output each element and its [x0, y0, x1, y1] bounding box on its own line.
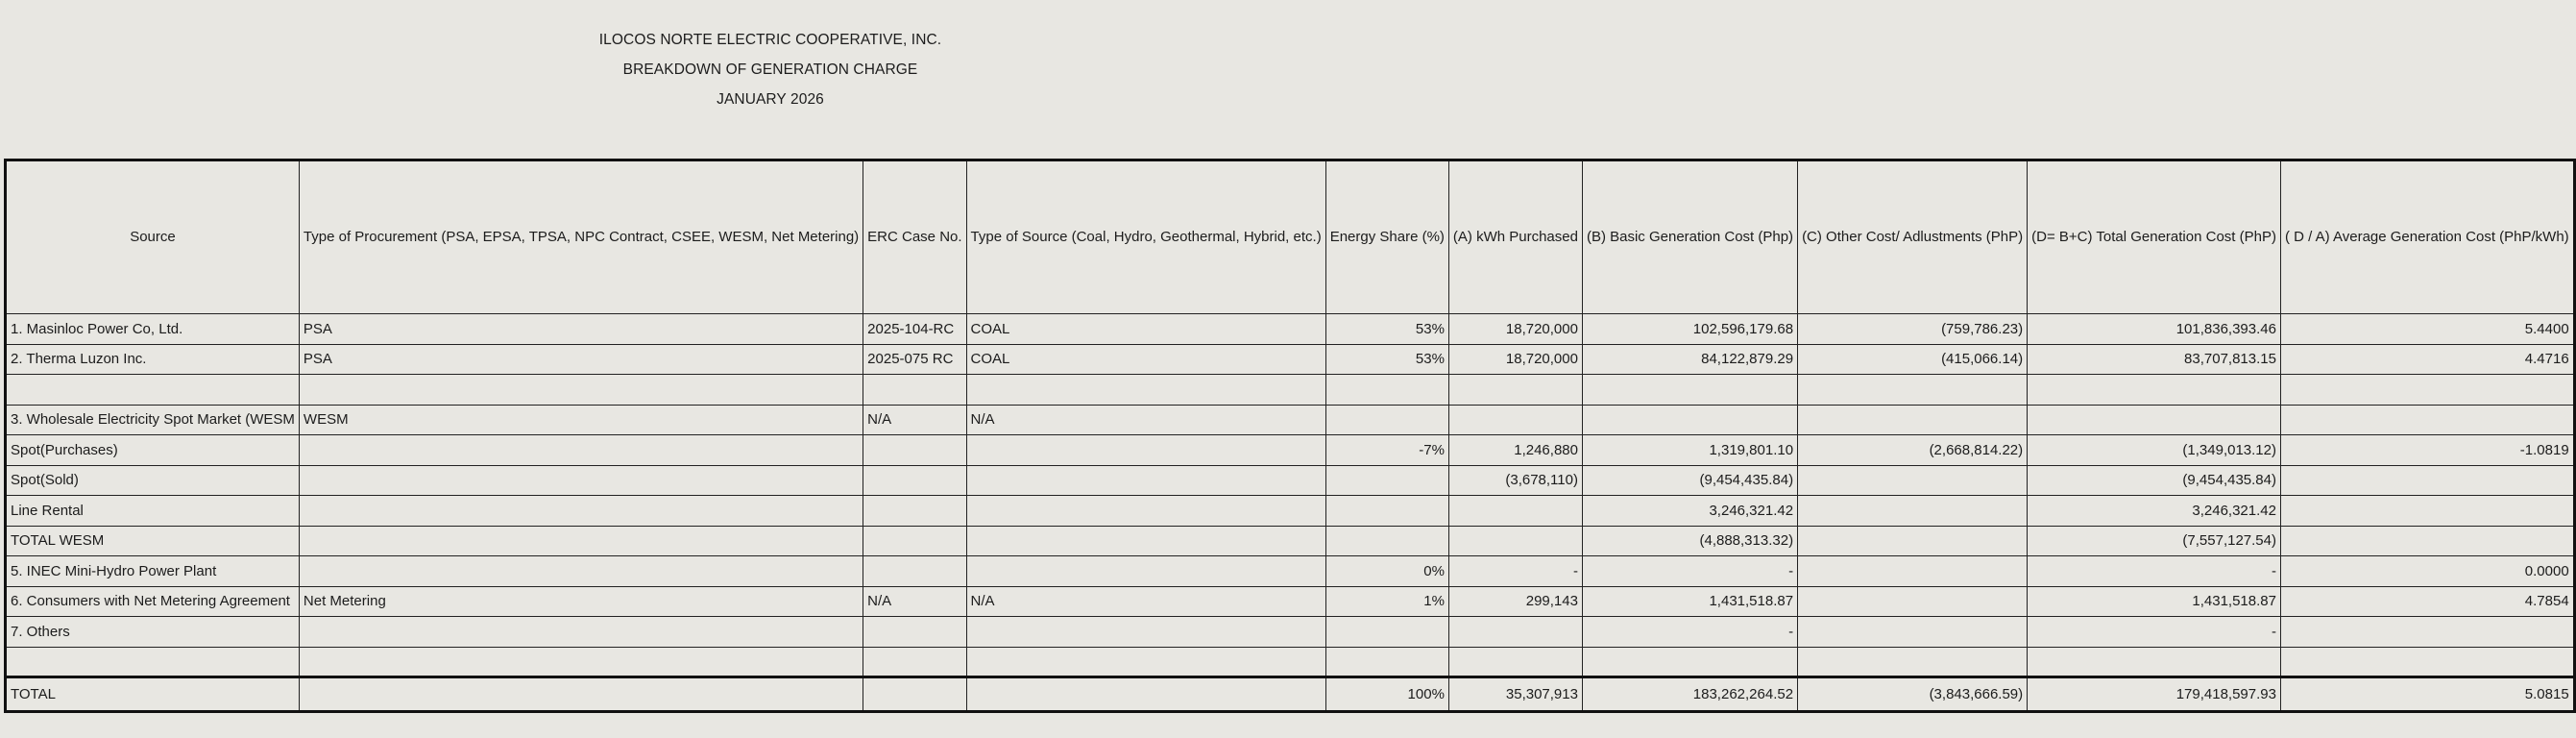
cell-type — [966, 617, 1325, 648]
cell-other — [1798, 465, 2028, 496]
cell-share — [1325, 496, 1448, 527]
cell-type — [966, 496, 1325, 527]
cell-basic — [1582, 647, 1797, 677]
table-row — [6, 465, 2575, 496]
cell-kwh: 1,246,880 — [1448, 435, 1582, 466]
cell-total: - — [2028, 617, 2281, 648]
cell-erc-case: N/A — [863, 586, 966, 617]
cell-total: (9,454,435.84) — [2028, 465, 2281, 496]
cell-avg — [2280, 526, 2574, 556]
cell-erc-case — [863, 465, 966, 496]
cell-source: Line Rental — [6, 496, 300, 527]
cell-total — [2028, 375, 2281, 406]
table-row — [6, 314, 2575, 345]
cell-avg: -1.0819 — [2280, 435, 2574, 466]
cell-avg: 4.4716 — [2280, 344, 2574, 375]
cell-kwh — [1448, 617, 1582, 648]
cell-procurement — [299, 647, 863, 677]
cell-avg — [2280, 496, 2574, 527]
header-source: Source — [6, 160, 300, 314]
cell-avg — [2280, 647, 2574, 677]
table-row — [6, 647, 2575, 677]
cell-share — [1325, 405, 1448, 435]
cell-other — [1798, 526, 2028, 556]
header-procurement: Type of Procurement (PSA, EPSA, TPSA, NPC Contract, CSEE, WESM, Net Metering) — [299, 160, 863, 314]
total-label: TOTAL — [6, 677, 300, 712]
cell-erc-case — [863, 556, 966, 587]
total-row — [6, 677, 2575, 712]
cell-total: 83,707,813.15 — [2028, 344, 2281, 375]
cell-basic: - — [1582, 556, 1797, 587]
cell-total: (1,349,013.12) — [2028, 435, 2281, 466]
header-erc-case: ERC Case No. — [863, 160, 966, 314]
cell-erc-case: 2025-104-RC — [863, 314, 966, 345]
cell-source: 3. Wholesale Electricity Spot Market (WESM — [6, 405, 300, 435]
cell-total — [2028, 405, 2281, 435]
cell-type — [966, 465, 1325, 496]
cell-other — [1798, 496, 2028, 527]
cell-erc-case — [863, 617, 966, 648]
cell-avg: 0.0000 — [2280, 556, 2574, 587]
cell-type: N/A — [966, 405, 1325, 435]
document-header — [0, 25, 1541, 114]
cell-source: 1. Masinloc Power Co, Ltd. — [6, 314, 300, 345]
cell-procurement — [299, 677, 863, 712]
cell-kwh: 299,143 — [1448, 586, 1582, 617]
cell-erc-case — [863, 526, 966, 556]
cell-other: (2,668,814.22) — [1798, 435, 2028, 466]
cell-basic — [1582, 405, 1797, 435]
cell-basic: 84,122,879.29 — [1582, 344, 1797, 375]
cell-basic: 3,246,321.42 — [1582, 496, 1797, 527]
cell-avg — [2280, 375, 2574, 406]
cell-other — [1798, 586, 2028, 617]
cell-share — [1325, 375, 1448, 406]
cell-kwh — [1448, 405, 1582, 435]
cell-basic: 1,319,801.10 — [1582, 435, 1797, 466]
cell-basic — [1582, 375, 1797, 406]
cell-type — [966, 375, 1325, 406]
cell-share: 1% — [1325, 586, 1448, 617]
total-generation-cost: 179,418,597.93 — [2028, 677, 2281, 712]
table-row — [6, 375, 2575, 406]
cell-total: (7,557,127.54) — [2028, 526, 2281, 556]
table-row — [6, 496, 2575, 527]
cell-share: 0% — [1325, 556, 1448, 587]
cell-other — [1798, 405, 2028, 435]
header-kwh-purchased: (A) kWh Purchased — [1448, 160, 1582, 314]
header-other-cost: (C) Other Cost/ Adlustments (PhP) — [1798, 160, 2028, 314]
table-row — [6, 405, 2575, 435]
total-basic: 183,262,264.52 — [1582, 677, 1797, 712]
cell-other — [1798, 617, 2028, 648]
cell-share — [1325, 617, 1448, 648]
cell-procurement: Net Metering — [299, 586, 863, 617]
cell-other: (759,786.23) — [1798, 314, 2028, 345]
cell-procurement — [299, 465, 863, 496]
cell-share: -7% — [1325, 435, 1448, 466]
total-share: 100% — [1325, 677, 1448, 712]
cell-other: (415,066.14) — [1798, 344, 2028, 375]
cell-procurement — [299, 617, 863, 648]
cell-erc-case: 2025-075 RC — [863, 344, 966, 375]
cell-procurement — [299, 556, 863, 587]
header-row — [6, 160, 2575, 314]
cell-basic: - — [1582, 617, 1797, 648]
cell-erc-case — [863, 647, 966, 677]
cell-source: 7. Others — [6, 617, 300, 648]
table-row — [6, 526, 2575, 556]
cell-kwh — [1448, 496, 1582, 527]
cell-other — [1798, 375, 2028, 406]
cell-type — [966, 556, 1325, 587]
cell-basic: 102,596,179.68 — [1582, 314, 1797, 345]
cell-basic: (9,454,435.84) — [1582, 465, 1797, 496]
cell-procurement — [299, 375, 863, 406]
cell-avg — [2280, 465, 2574, 496]
cell-type — [966, 677, 1325, 712]
cell-type — [966, 647, 1325, 677]
cell-share — [1325, 526, 1448, 556]
cell-avg: 4.7854 — [2280, 586, 2574, 617]
table-row — [6, 617, 2575, 648]
cell-total: - — [2028, 556, 2281, 587]
cell-source: TOTAL WESM — [6, 526, 300, 556]
cell-share — [1325, 465, 1448, 496]
cell-kwh — [1448, 375, 1582, 406]
cell-source: 5. INEC Mini-Hydro Power Plant — [6, 556, 300, 587]
cell-total: 101,836,393.46 — [2028, 314, 2281, 345]
cell-avg: 5.4400 — [2280, 314, 2574, 345]
cell-source: Spot(Sold) — [6, 465, 300, 496]
cell-procurement — [299, 526, 863, 556]
header-average-generation-cost: ( D / A) Average Generation Cost (PhP/kWh) — [2280, 160, 2574, 314]
cell-kwh: 18,720,000 — [1448, 314, 1582, 345]
report-title: BREAKDOWN OF GENERATION CHARGE — [622, 62, 918, 78]
total-kwh: 35,307,913 — [1448, 677, 1582, 712]
cell-type — [966, 435, 1325, 466]
cell-source — [6, 647, 300, 677]
table-row — [6, 435, 2575, 466]
cell-total: 1,431,518.87 — [2028, 586, 2281, 617]
header-basic-generation-cost: (B) Basic Generation Cost (Php) — [1582, 160, 1797, 314]
header-energy-share: Energy Share (%) — [1325, 160, 1448, 314]
cell-kwh: - — [1448, 556, 1582, 587]
header-type-of-source: Type of Source (Coal, Hydro, Geothermal, Hybrid, etc.) — [966, 160, 1325, 314]
cell-source: 6. Consumers with Net Metering Agreement — [6, 586, 300, 617]
cell-procurement: PSA — [299, 314, 863, 345]
generation-charge-table — [4, 159, 2576, 713]
cell-avg — [2280, 405, 2574, 435]
cell-kwh: (3,678,110) — [1448, 465, 1582, 496]
cell-other — [1798, 647, 2028, 677]
cell-erc-case — [863, 496, 966, 527]
cell-other — [1798, 556, 2028, 587]
cell-procurement: PSA — [299, 344, 863, 375]
cell-kwh — [1448, 647, 1582, 677]
cell-erc-case — [863, 677, 966, 712]
cell-basic: (4,888,313.32) — [1582, 526, 1797, 556]
cell-avg — [2280, 617, 2574, 648]
cell-type: COAL — [966, 344, 1325, 375]
cell-procurement — [299, 435, 863, 466]
cell-type — [966, 526, 1325, 556]
cell-source: 2. Therma Luzon Inc. — [6, 344, 300, 375]
cell-share: 53% — [1325, 344, 1448, 375]
cell-erc-case — [863, 435, 966, 466]
cell-kwh — [1448, 526, 1582, 556]
cell-basic: 1,431,518.87 — [1582, 586, 1797, 617]
cell-procurement: WESM — [299, 405, 863, 435]
cell-share — [1325, 647, 1448, 677]
company-title: ILOCOS NORTE ELECTRIC COOPERATIVE, INC. — [598, 32, 942, 48]
cell-total: 3,246,321.42 — [2028, 496, 2281, 527]
table-row — [6, 344, 2575, 375]
cell-type: COAL — [966, 314, 1325, 345]
header-total-generation-cost: (D= B+C) Total Generation Cost (PhP) — [2028, 160, 2281, 314]
cell-source — [6, 375, 300, 406]
cell-source: Spot(Purchases) — [6, 435, 300, 466]
cell-erc-case: N/A — [863, 405, 966, 435]
total-avg: 5.0815 — [2280, 677, 2574, 712]
cell-procurement — [299, 496, 863, 527]
table-row — [6, 586, 2575, 617]
total-other: (3,843,666.59) — [1798, 677, 2028, 712]
cell-total — [2028, 647, 2281, 677]
table-row — [6, 556, 2575, 587]
cell-kwh: 18,720,000 — [1448, 344, 1582, 375]
report-period: JANUARY 2026 — [717, 91, 824, 108]
cell-type: N/A — [966, 586, 1325, 617]
cell-share: 53% — [1325, 314, 1448, 345]
cell-erc-case — [863, 375, 966, 406]
